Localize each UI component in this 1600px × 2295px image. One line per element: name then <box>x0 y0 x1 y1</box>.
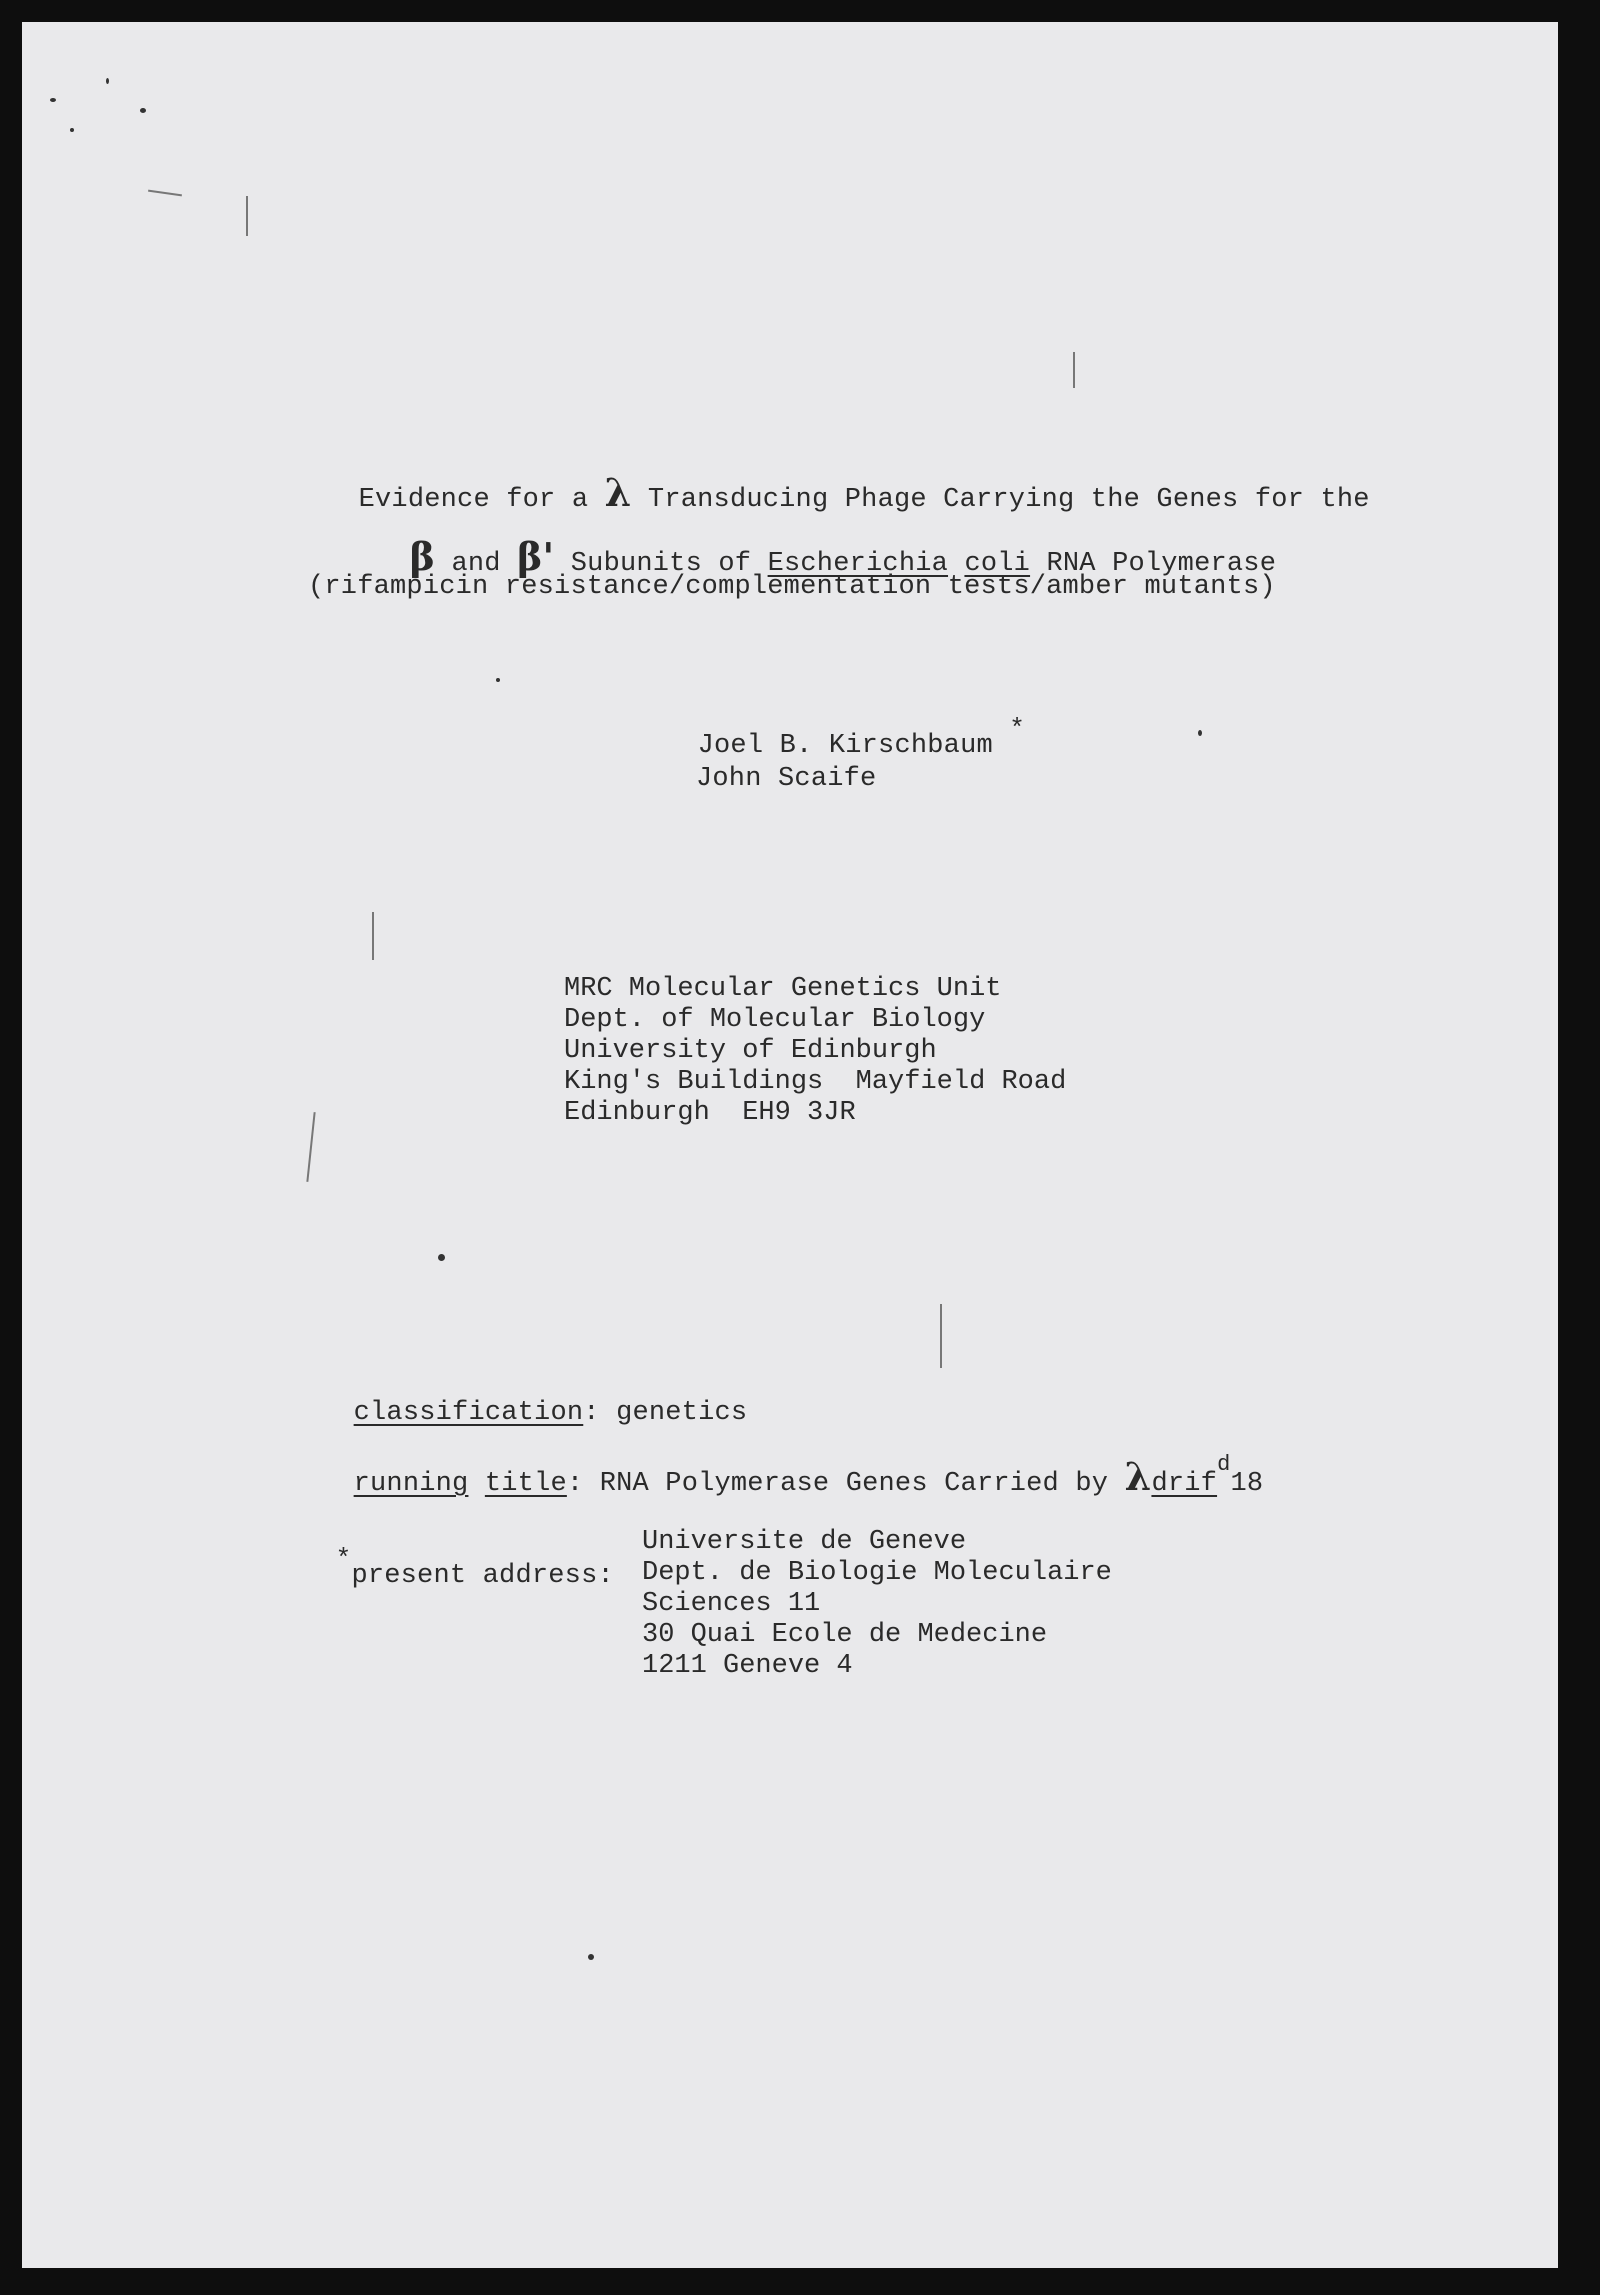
classification-line: classification: genetics <box>353 1398 748 1428</box>
running-title-label: title <box>484 1469 567 1499</box>
superscript-d: d <box>1217 1452 1231 1477</box>
paper-speck <box>140 108 146 113</box>
present-address-block <box>642 1527 1112 1682</box>
phage-number: 18 <box>1230 1469 1264 1499</box>
address-line: 30 Quai Ecole de Medecine <box>642 1620 1048 1650</box>
affiliation-line: Edinburgh EH9 3JR <box>564 1098 856 1128</box>
species-name: coli <box>964 549 1031 579</box>
paper-speck <box>106 78 109 84</box>
address-line: Sciences 11 <box>642 1589 821 1619</box>
author-2: John Scaife <box>696 764 877 794</box>
paper-speck <box>50 98 56 102</box>
paper-scratch <box>940 1304 942 1368</box>
affiliation-block <box>564 974 1066 1129</box>
present-address-label: present address: <box>351 1561 614 1591</box>
document-page <box>22 22 1558 2268</box>
drif-gene: drif <box>1151 1469 1218 1499</box>
paper-speck <box>588 1954 594 1960</box>
paper-scratch <box>306 1112 315 1182</box>
beta-symbol: β <box>409 534 436 579</box>
affiliation-line: University of Edinburgh <box>564 1036 937 1066</box>
paper-speck <box>496 678 500 682</box>
title-text: Subunits of <box>554 549 768 579</box>
paper-scratch <box>246 196 248 236</box>
running-title-text: RNA Polymerase Genes Carried by <box>599 1469 1125 1499</box>
author-name: Joel B. Kirschbaum <box>697 731 993 761</box>
footnote-asterisk: * <box>1009 714 1026 744</box>
title-text: RNA Polymerase <box>1030 549 1277 579</box>
affiliation-line: MRC Molecular Genetics Unit <box>564 974 1002 1004</box>
title-keywords: (rifampicin resistance/complementation tests/amber mutants) <box>308 572 1276 602</box>
paper-scratch <box>148 190 182 197</box>
address-line: Universite de Geneve <box>642 1527 967 1557</box>
beta-prime-symbol: β' <box>517 534 555 579</box>
affiliation-line: King's Buildings Mayfield Road <box>564 1067 1067 1097</box>
paper-speck <box>70 128 74 132</box>
lambda-symbol: λ <box>1124 1454 1152 1499</box>
affiliation-line: Dept. of Molecular Biology <box>564 1005 986 1035</box>
running-title-line: running title: RNA Polymerase Genes Carried by λdrif$^d$18 <box>353 1452 1264 1499</box>
paper-scratch <box>1073 352 1075 388</box>
title-text: Evidence for a <box>358 485 605 515</box>
present-address-label-line <box>270 1524 614 1627</box>
genus-name: Escherichia <box>767 549 949 579</box>
running-title-label: running <box>353 1469 469 1499</box>
classification-label: classification <box>353 1398 584 1428</box>
address-line: 1211 Geneve 4 <box>642 1651 853 1681</box>
paper-scratch <box>372 912 374 960</box>
lambda-symbol: λ <box>604 470 632 515</box>
address-line: Dept. de Biologie Moleculaire <box>642 1558 1112 1588</box>
paper-speck <box>438 1254 445 1261</box>
footnote-asterisk: * <box>335 1544 352 1574</box>
paper-speck <box>1198 730 1202 736</box>
title-text: Transducing Phage Carrying the Genes for the <box>631 485 1370 515</box>
title-text: and <box>435 549 518 579</box>
classification-value: genetics <box>599 1398 748 1428</box>
